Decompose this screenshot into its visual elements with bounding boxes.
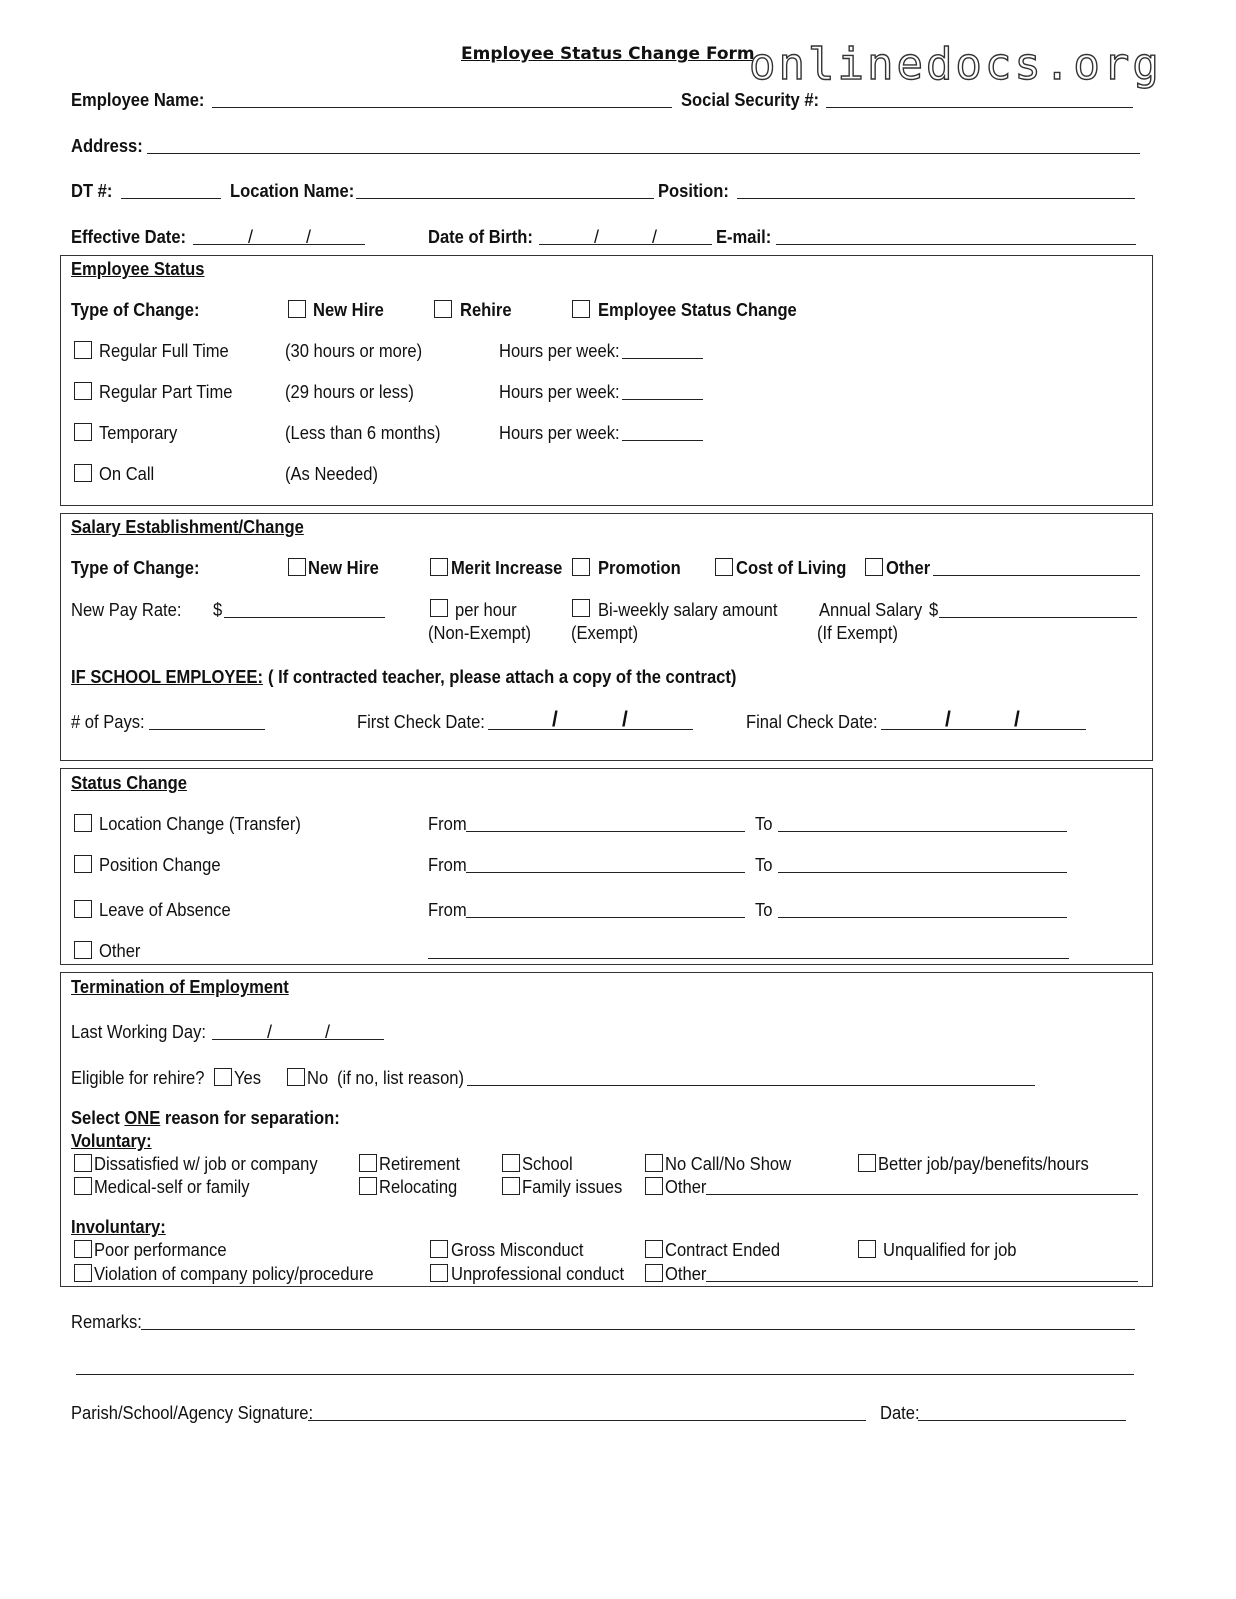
hours-per-week-field[interactable] [622,440,703,441]
to-field[interactable] [778,831,1067,832]
relocating-label: Relocating [379,1177,458,1197]
email-label: E-mail: [716,227,772,247]
select-one: ONE [124,1108,161,1128]
dissatisfied-label: Dissatisfied w/ job or company [94,1154,318,1174]
select-suffix: reason for separation: [160,1108,340,1128]
on-call-checkbox[interactable] [74,464,92,482]
rehire-yes-label: Yes [234,1068,262,1088]
watermark: onlinedocs.org [749,39,1162,90]
leave-of-absence-checkbox[interactable] [74,900,92,918]
form-title: Employee Status Change Form [461,44,755,64]
school-employee-heading: IF SCHOOL EMPLOYEE: [71,667,263,687]
date-field[interactable] [918,1420,1126,1421]
regular-full-time-label: Regular Full Time [99,341,229,361]
retirement-checkbox[interactable] [359,1154,377,1172]
unqualified-label: Unqualified for job [883,1240,1017,1260]
new-pay-rate-field[interactable] [224,617,385,618]
status-change-section [60,768,1153,965]
per-hour-checkbox[interactable] [430,599,448,617]
employee-name-field[interactable] [212,107,672,108]
num-pays-label: # of Pays: [71,712,145,732]
first-check-field[interactable] [488,729,693,730]
poor-performance-label: Poor performance [94,1240,227,1260]
if-exempt-label: (If Exempt) [817,623,898,643]
employee-status-change-checkbox[interactable] [572,300,590,318]
salary-other-checkbox[interactable] [865,558,883,576]
rehire-yes-checkbox[interactable] [214,1068,232,1086]
violation-checkbox[interactable] [74,1264,92,1282]
first-check-label: First Check Date: [357,712,485,732]
no-reason-label: (if no, list reason) [337,1068,465,1088]
to-label: To [755,814,773,834]
from-field[interactable] [466,872,745,873]
salary-new-hire-label: New Hire [308,558,379,578]
last-working-day-label: Last Working Day: [71,1022,206,1042]
school-label: School [522,1154,573,1174]
school-employee-note: ( If contracted teacher, please attach a copy of the contract) [268,667,737,687]
remarks-field[interactable] [141,1329,1135,1330]
ssn-label: Social Security #: [681,90,820,110]
date-label: Date: [880,1403,920,1423]
address-field[interactable] [147,153,1140,154]
effective-date-field[interactable] [193,244,365,245]
employee-status-heading: Employee Status [71,259,205,279]
relocating-checkbox[interactable] [359,1177,377,1195]
medical-checkbox[interactable] [74,1177,92,1195]
salary-other-field[interactable] [933,575,1140,576]
last-working-day-field[interactable] [212,1039,384,1040]
address-label: Address: [71,136,143,156]
rehire-label: Rehire [460,300,512,320]
select-reason-heading [71,1107,340,1129]
unqualified-checkbox[interactable] [858,1240,876,1258]
rehire-no-checkbox[interactable] [287,1068,305,1086]
family-issues-checkbox[interactable] [502,1177,520,1195]
temporary-note: (Less than 6 months) [285,423,441,443]
from-label: From [428,900,467,920]
location-change-checkbox[interactable] [74,814,92,832]
invol-other-checkbox[interactable] [645,1264,663,1282]
status-other-checkbox[interactable] [74,941,92,959]
biweekly-label: Bi-weekly salary amount [598,600,778,620]
contract-ended-checkbox[interactable] [645,1240,663,1258]
num-pays-field[interactable] [149,729,265,730]
signature-field[interactable] [308,1420,866,1421]
new-hire-label: New Hire [313,300,384,320]
exempt-label: (Exempt) [571,623,639,643]
rehire-no-label: No [307,1068,329,1088]
location-name-label: Location Name: [230,181,355,201]
remarks-field-line-2[interactable] [76,1374,1134,1375]
leave-of-absence-label: Leave of Absence [99,900,231,920]
invol-other-label: Other [665,1264,707,1284]
from-label: From [428,855,467,875]
to-field[interactable] [778,917,1067,918]
poor-performance-checkbox[interactable] [74,1240,92,1258]
position-label: Position: [658,181,729,201]
involuntary-heading: Involuntary: [71,1217,166,1237]
position-field[interactable] [737,198,1135,199]
location-change-label: Location Change (Transfer) [99,814,301,834]
on-call-note: (As Needed) [285,464,378,484]
no-call-label: No Call/No Show [665,1154,792,1174]
hours-per-week-label: Hours per week: [499,341,620,361]
promotion-checkbox[interactable] [572,558,590,576]
no-reason-field[interactable] [467,1085,1035,1086]
temporary-checkbox[interactable] [74,423,92,441]
salary-heading: Salary Establishment/Change [71,517,304,537]
salary-new-hire-checkbox[interactable] [288,558,306,576]
final-check-label: Final Check Date: [746,712,878,732]
rehire-checkbox[interactable] [434,300,452,318]
dissatisfied-checkbox[interactable] [74,1154,92,1172]
hours-per-week-label: Hours per week: [499,382,620,402]
non-exempt-label: (Non-Exempt) [428,623,532,643]
type-of-change-label: Type of Change: [71,300,200,320]
location-name-field[interactable] [356,198,654,199]
salary-other-label: Other [886,558,931,578]
to-field[interactable] [778,872,1067,873]
on-call-label: On Call [99,464,155,484]
regular-part-time-checkbox[interactable] [74,382,92,400]
cost-of-living-checkbox[interactable] [715,558,733,576]
better-job-checkbox[interactable] [858,1154,876,1172]
school-checkbox[interactable] [502,1154,520,1172]
no-call-checkbox[interactable] [645,1154,663,1172]
annual-dollar-sign: $ [929,600,939,620]
vol-other-label: Other [665,1177,707,1197]
new-hire-checkbox[interactable] [288,300,306,318]
unprofessional-label: Unprofessional conduct [451,1264,625,1284]
final-check-field[interactable] [881,729,1086,730]
hours-per-week-label: Hours per week: [499,423,620,443]
regular-full-time-note: (30 hours or more) [285,341,423,361]
ssn-field[interactable] [826,107,1133,108]
position-change-label: Position Change [99,855,221,875]
violation-label: Violation of company policy/procedure [94,1264,374,1284]
termination-heading: Termination of Employment [71,977,289,997]
from-field[interactable] [466,831,745,832]
regular-part-time-note: (29 hours or less) [285,382,414,402]
signature-label: Parish/School/Agency Signature: [71,1403,314,1423]
unprofessional-checkbox[interactable] [430,1264,448,1282]
remarks-label: Remarks: [71,1312,142,1332]
voluntary-heading: Voluntary: [71,1131,152,1151]
better-job-label: Better job/pay/benefits/hours [878,1154,1089,1174]
gross-misconduct-checkbox[interactable] [430,1240,448,1258]
invol-other-field[interactable] [706,1281,1138,1282]
family-issues-label: Family issues [522,1177,623,1197]
dob-label: Date of Birth: [428,227,533,247]
dob-field[interactable] [539,244,712,245]
position-change-checkbox[interactable] [74,855,92,873]
merit-increase-label: Merit Increase [451,558,563,578]
status-change-heading: Status Change [71,773,187,793]
vol-other-field[interactable] [706,1194,1138,1195]
status-other-field[interactable] [428,958,1069,959]
merit-increase-checkbox[interactable] [430,558,448,576]
regular-full-time-checkbox[interactable] [74,341,92,359]
promotion-label: Promotion [598,558,681,578]
salary-type-of-change-label: Type of Change: [71,558,200,578]
dt-field[interactable] [121,198,221,199]
per-hour-label: per hour [455,600,517,620]
retirement-label: Retirement [379,1154,460,1174]
effective-date-label: Effective Date: [71,227,187,247]
select-prefix: Select [71,1108,125,1128]
biweekly-checkbox[interactable] [572,599,590,617]
email-field[interactable] [776,244,1136,245]
annual-salary-label: Annual Salary [819,600,923,620]
dollar-sign: $ [213,600,223,620]
employee-name-label: Employee Name: [71,90,205,110]
employee-status-change-label: Employee Status Change [598,300,797,320]
from-field[interactable] [466,917,745,918]
status-other-label: Other [99,941,141,961]
temporary-label: Temporary [99,423,178,443]
from-label: From [428,814,467,834]
hours-per-week-field[interactable] [622,358,703,359]
contract-ended-label: Contract Ended [665,1240,781,1260]
annual-salary-field[interactable] [939,617,1137,618]
dt-label: DT #: [71,181,113,201]
hours-per-week-field[interactable] [622,399,703,400]
gross-misconduct-label: Gross Misconduct [451,1240,584,1260]
medical-label: Medical-self or family [94,1177,250,1197]
vol-other-checkbox[interactable] [645,1177,663,1195]
eligible-rehire-label: Eligible for rehire? [71,1068,205,1088]
regular-part-time-label: Regular Part Time [99,382,233,402]
cost-of-living-label: Cost of Living [736,558,847,578]
new-pay-rate-label: New Pay Rate: [71,600,182,620]
to-label: To [755,855,773,875]
to-label: To [755,900,773,920]
